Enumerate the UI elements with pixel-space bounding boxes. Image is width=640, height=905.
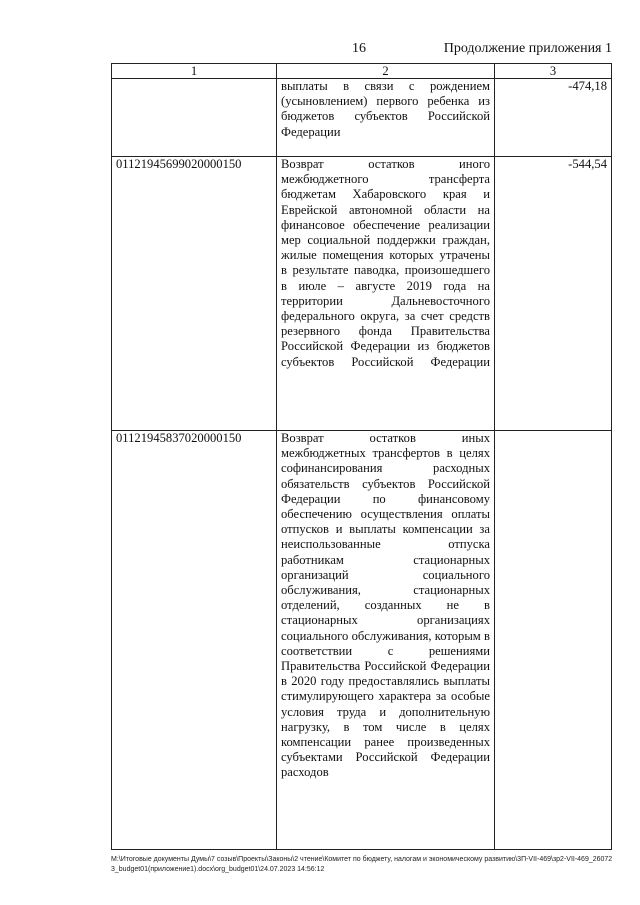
document-path-footer: M:\Итоговые документы Думы\7 созыв\Проекты\Законы\2 чтение\Комитет по бюджету, налогам и экономическому развитию\3П-VII-469\зр2-VII-469_260723_budget01(приложение1).docx\org_budget01\24.07.2023 14:56:12 (111, 856, 613, 873)
budget-table (111, 63, 612, 850)
table-row (112, 157, 612, 431)
column-header: 3 (495, 64, 612, 79)
budget-code: 01121945837020000150 (112, 431, 277, 850)
table-header-row (112, 64, 612, 79)
continuation-label: Продолжение приложения 1 (443, 41, 612, 56)
amount: -544,54 (495, 157, 612, 431)
description: Возврат остатков иных межбюджетных трансфертов в целях софинансирования расходных обязательств субъектов Российской Федерации по финансовому обеспечению осуществления оплаты отпусков и выплаты компенсации за неиспользованные отпуска работникам стационарных организаций социального обслуживания, стационарных отделений, созданных не в стационарных организациях социального обслуживания, которым в соответствии с решениями Правительства Российской Федерации в 2020 году предоставлялись выплаты стимулирующего характера за особые условия труда и дополнительную нагрузку, в том числе в целях компенсации ранее произведенных субъектами Российской Федерации расходов (277, 431, 495, 850)
table-row (112, 431, 612, 850)
column-header: 1 (112, 64, 277, 79)
budget-code: 01121945699020000150 (112, 157, 277, 431)
description: Возврат остатков иного межбюджетного трансферта бюджетам Хабаровского края и Еврейской автономной области на финансовое обеспечение реализации мер социальной поддержки граждан, жилые помещения которых утрачены в результате паводка, произошедшего в июле – августе 2019 года на территории Дальневосточного федерального округа, за счет средств резервного фонда Правительства Российской Федерации из бюджетов субъектов Российской Федерации (277, 157, 495, 431)
column-header: 2 (277, 64, 495, 79)
budget-code (112, 79, 277, 157)
page-number: 16 (352, 41, 366, 56)
table-row (112, 79, 612, 157)
description: выплаты в связи с рождением (усыновлением) первого ребенка из бюджетов субъектов Российской Федерации (277, 79, 495, 157)
amount: -474,18 (495, 79, 612, 157)
amount (495, 431, 612, 850)
